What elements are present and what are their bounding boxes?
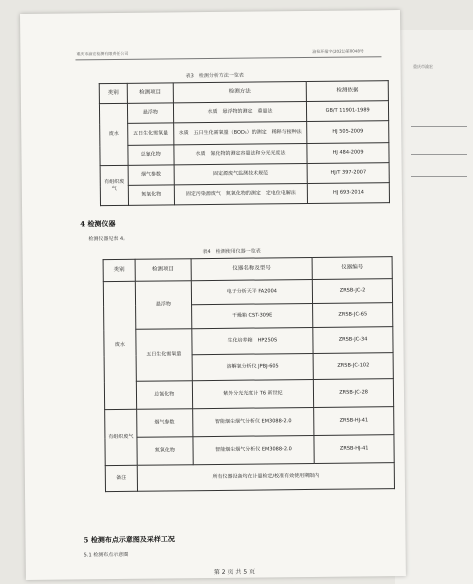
t3-standard: HJ/T 397-2007 — [307, 163, 389, 184]
section4-intro: 检测仪器见表 4。 — [88, 235, 129, 243]
t3-category: 有组织废气 — [100, 165, 128, 205]
t3-item: 五日生化需氧量 — [128, 123, 174, 145]
t3-item: 总氰化物 — [128, 145, 174, 165]
next-page-line — [411, 126, 467, 127]
table4-instruments — [103, 256, 395, 492]
report-page — [20, 10, 406, 580]
t3-header-item: 检测项目 — [127, 83, 173, 103]
section4-title: 4 检测仪器 — [80, 219, 116, 229]
next-page-line — [411, 176, 467, 177]
t3-header-standard: 检测依据 — [306, 81, 388, 102]
next-page-line — [411, 154, 467, 155]
table3-caption: 表3 检测分析方法一览表 — [185, 72, 244, 80]
t4-header-category: 类别 — [103, 259, 135, 281]
t4-instrument-id: ZRSB-JC-28 — [314, 379, 394, 408]
t4-item: 烟气参数 — [137, 409, 193, 438]
t4-instrument: 紫外分光光度计 T6 新世纪 — [192, 379, 314, 408]
t4-item: 氮氧化物 — [137, 437, 193, 466]
company-header: 重庆市渝宏检测有限责任公司 — [76, 50, 129, 57]
section5-subtitle: 5.1 检测布点示意图 — [83, 551, 129, 559]
t3-header-method: 检测方法 — [173, 82, 307, 103]
t3-method: 固定污染源废气 氮氧化物的测定 定电位电解法 — [174, 183, 308, 204]
t4-instrument-id: ZRSB-JC-102 — [313, 353, 393, 380]
t4-instrument-id: ZRSB-JC-2 — [313, 279, 393, 304]
t3-method: 水质 悬浮物的测定 重量法 — [173, 102, 307, 123]
t4-remark: 所有仪器设备均在计量检定/校准有效使用期限内 — [137, 463, 394, 492]
t3-item: 烟气参数 — [128, 165, 174, 185]
t4-instrument-id: ZRSB-HJ-41 — [314, 407, 394, 436]
t3-standard: GB/T 11901-1989 — [307, 101, 389, 122]
t4-header-item: 检测项目 — [135, 259, 191, 282]
t4-item: 五日生化需氧量 — [136, 329, 192, 382]
table4-caption: 表4 检测使用仪器一览表 — [202, 248, 261, 256]
t4-instrument: 智能烟尘烟气分析仪 EM3088-2.0 — [193, 435, 315, 464]
t4-item: 悬浮物 — [135, 281, 191, 330]
t3-method: 水质 氰化物的测定容量法和分光光度法 — [174, 144, 308, 165]
t4-category: 废水 — [103, 281, 136, 409]
next-page-edge — [395, 30, 473, 584]
t4-category: 有组织废气 — [105, 409, 137, 465]
t4-instrument-id: ZRSB-JC-65 — [313, 303, 393, 328]
t3-method: 水质 五日生化需氧量（BOD₅）的测定 稀释与接种法 — [173, 122, 307, 145]
t3-header-category: 类别 — [99, 83, 127, 103]
t3-method: 固定源废气监测技术规范 — [174, 163, 308, 184]
t4-instrument-id: ZRSB-JC-34 — [313, 327, 393, 354]
t4-instrument: 生化培养箱 HP250S — [191, 327, 313, 354]
t4-instrument-id: ZRSB-HJ-41 — [314, 435, 394, 464]
t3-category: 废水 — [99, 103, 128, 165]
table3-analysis-methods — [99, 80, 390, 206]
t4-instrument: 溶解氧分析仪 JPBJ-605 — [192, 353, 314, 380]
page-footer: 第 2 页 共 5 页 — [213, 568, 256, 577]
t4-header-id: 仪器编号 — [312, 257, 392, 280]
t4-instrument: 电子分析天平 FA2004 — [191, 279, 313, 304]
t3-item: 悬浮物 — [127, 103, 173, 123]
t4-instrument: 干燥箱 CST-309E — [191, 303, 313, 328]
t4-remark-label: 备注 — [105, 465, 137, 491]
t3-standard: HJ 484-2009 — [307, 143, 389, 164]
t3-item: 氮氧化物 — [128, 185, 174, 205]
report-number: 渝检环报字(2021)第0048号 — [312, 48, 364, 54]
t3-standard: HJ 505-2009 — [307, 121, 389, 144]
next-page-header: 重庆市渝宏 — [413, 64, 433, 69]
t3-standard: HJ 693-2014 — [308, 183, 390, 204]
section5-title: 5 检测布点示意图及采样工况 — [83, 534, 175, 545]
t4-item: 总氰化物 — [136, 381, 192, 410]
t4-instrument: 智能烟尘烟气分析仪 EM3088-2.0 — [192, 407, 314, 436]
t4-header-instrument: 仪器名称及型号 — [191, 257, 313, 280]
